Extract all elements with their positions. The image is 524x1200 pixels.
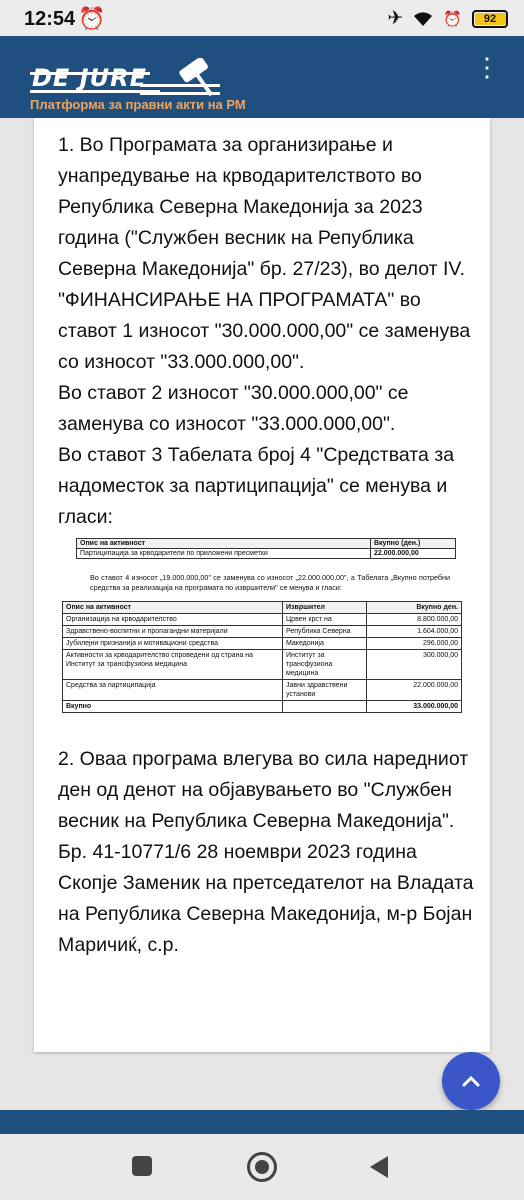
table-cell: 22.000.000,00 — [371, 549, 456, 559]
table-cell: Партиципација за крводарители по приложени пресметки — [77, 549, 371, 559]
table-header-cell: Вкупно ден. — [367, 602, 462, 614]
status-bar — [0, 0, 524, 36]
home-icon[interactable] — [247, 1152, 277, 1182]
status-icons — [387, 7, 508, 30]
table-header-cell: Опис на активност — [77, 539, 371, 549]
status-time: 12:54 — [24, 8, 76, 30]
table-header-cell: Вкупно (ден.) — [371, 539, 456, 549]
embedded-note: Во ставот 4 износот „19.000.000,00" се заменува со износот „22.000.000,00", а Табелата „Вкупно потребни средства за реализација на програмата по извршители" се менува и гласи: — [90, 573, 450, 592]
table-total-label: Вкупно — [63, 701, 283, 713]
site-subtitle: Платформа за правни акти на РМ — [30, 97, 246, 112]
table-row — [63, 638, 462, 650]
recent-apps-icon[interactable] — [132, 1156, 152, 1176]
table-row — [63, 626, 462, 638]
table-cell: 22.000.000,00 — [367, 680, 462, 701]
alarm-small-icon: ⏰ — [443, 10, 462, 28]
airplane-icon: ✈ — [387, 8, 404, 29]
table-header-cell: Опис на активност — [63, 602, 283, 614]
table-row — [63, 680, 462, 701]
table-cell: Јубилејни признанија и мотивациони средства — [63, 638, 283, 650]
battery-icon — [472, 10, 508, 28]
table-total-row — [63, 701, 462, 713]
table-cell: 1.604.000,00 — [367, 626, 462, 638]
table-cell: Црвен крст на — [283, 614, 367, 626]
app-header — [0, 36, 524, 118]
table-row — [77, 549, 456, 559]
paragraph-1-stav2: Во ставот 2 износот "30.000.000,00" се заменува со износот "33.000.000,00". — [58, 382, 409, 435]
table-cell: Институт за трансфузиона медицина — [283, 650, 367, 680]
table-cell: Република Северна — [283, 626, 367, 638]
table-cell: Организација на крводарителство — [63, 614, 283, 626]
table-cell — [283, 701, 367, 713]
logo-text[interactable]: DE JURE — [32, 64, 147, 92]
back-icon[interactable] — [370, 1156, 388, 1178]
system-navigation-bar — [0, 1134, 524, 1200]
paragraph-1-text: 1. Во Програмата за организирање и унапредување на крводарителството во Република Северна Македонија за 2023 година ("Службен весник на Република Северна Македонија" бр. 27/23), во делот IV. "ФИНАНСИРАЊЕ НА ПРОГРАМАТА" во ставот 1 износот "30.000.000,00" се заменува со износот "33.000.000,00". — [58, 134, 471, 373]
paragraph-2-text: 2. Оваа програма влегува во сила наредниот ден од денот на објавувањето во "Службен весник на Република Северна Македонија". — [58, 748, 469, 832]
table-cell: 296.000,00 — [367, 638, 462, 650]
table-total-value: 33.000.000,00 — [367, 701, 462, 713]
site-footer — [0, 1110, 524, 1134]
table-cell: Средства за партиципација — [63, 680, 283, 701]
scroll-to-top-button[interactable] — [442, 1052, 500, 1110]
wifi-icon — [413, 11, 433, 27]
table-cell: Македонија — [283, 638, 367, 650]
table-header-cell: Извршител — [283, 602, 367, 614]
table-row — [63, 650, 462, 680]
document-number-date: Бр. 41-10771/6 28 ноември 2023 година — [58, 841, 417, 863]
paragraph-1-stav3: Во ставот 3 Табелата број 4 "Средствата за надоместок за партиципација" се менува и гласи: — [58, 444, 455, 528]
signature-text: Скопје Заменик на претседателот на Владата на Република Северна Македонија, м-р Бојан Маричиќ, с.р. — [58, 872, 474, 956]
table-row — [63, 614, 462, 626]
document-card — [34, 118, 490, 1052]
paragraph-2 — [58, 744, 478, 961]
chevron-up-icon — [461, 1074, 481, 1088]
table-cell: Активности за крводарителство спроведени од страна на Институт за трансфузиона медицина — [63, 650, 283, 680]
table-cell: Здравствено-воспитни и пропагандни материјали — [63, 626, 283, 638]
table-header-row — [77, 539, 456, 549]
alarm-icon: ⏰ — [78, 6, 106, 31]
overflow-menu-icon[interactable]: ⋮ — [474, 52, 500, 82]
paragraph-1 — [58, 130, 478, 533]
battery-level: 92 — [483, 12, 497, 25]
table-cell: 8.800.000,00 — [367, 614, 462, 626]
participation-table — [76, 538, 456, 559]
table-header-row — [63, 602, 462, 614]
funding-table — [62, 601, 462, 713]
embedded-table-image — [62, 532, 462, 732]
table-cell: 300.000,00 — [367, 650, 462, 680]
table-cell: Јавни здравствени установи — [283, 680, 367, 701]
